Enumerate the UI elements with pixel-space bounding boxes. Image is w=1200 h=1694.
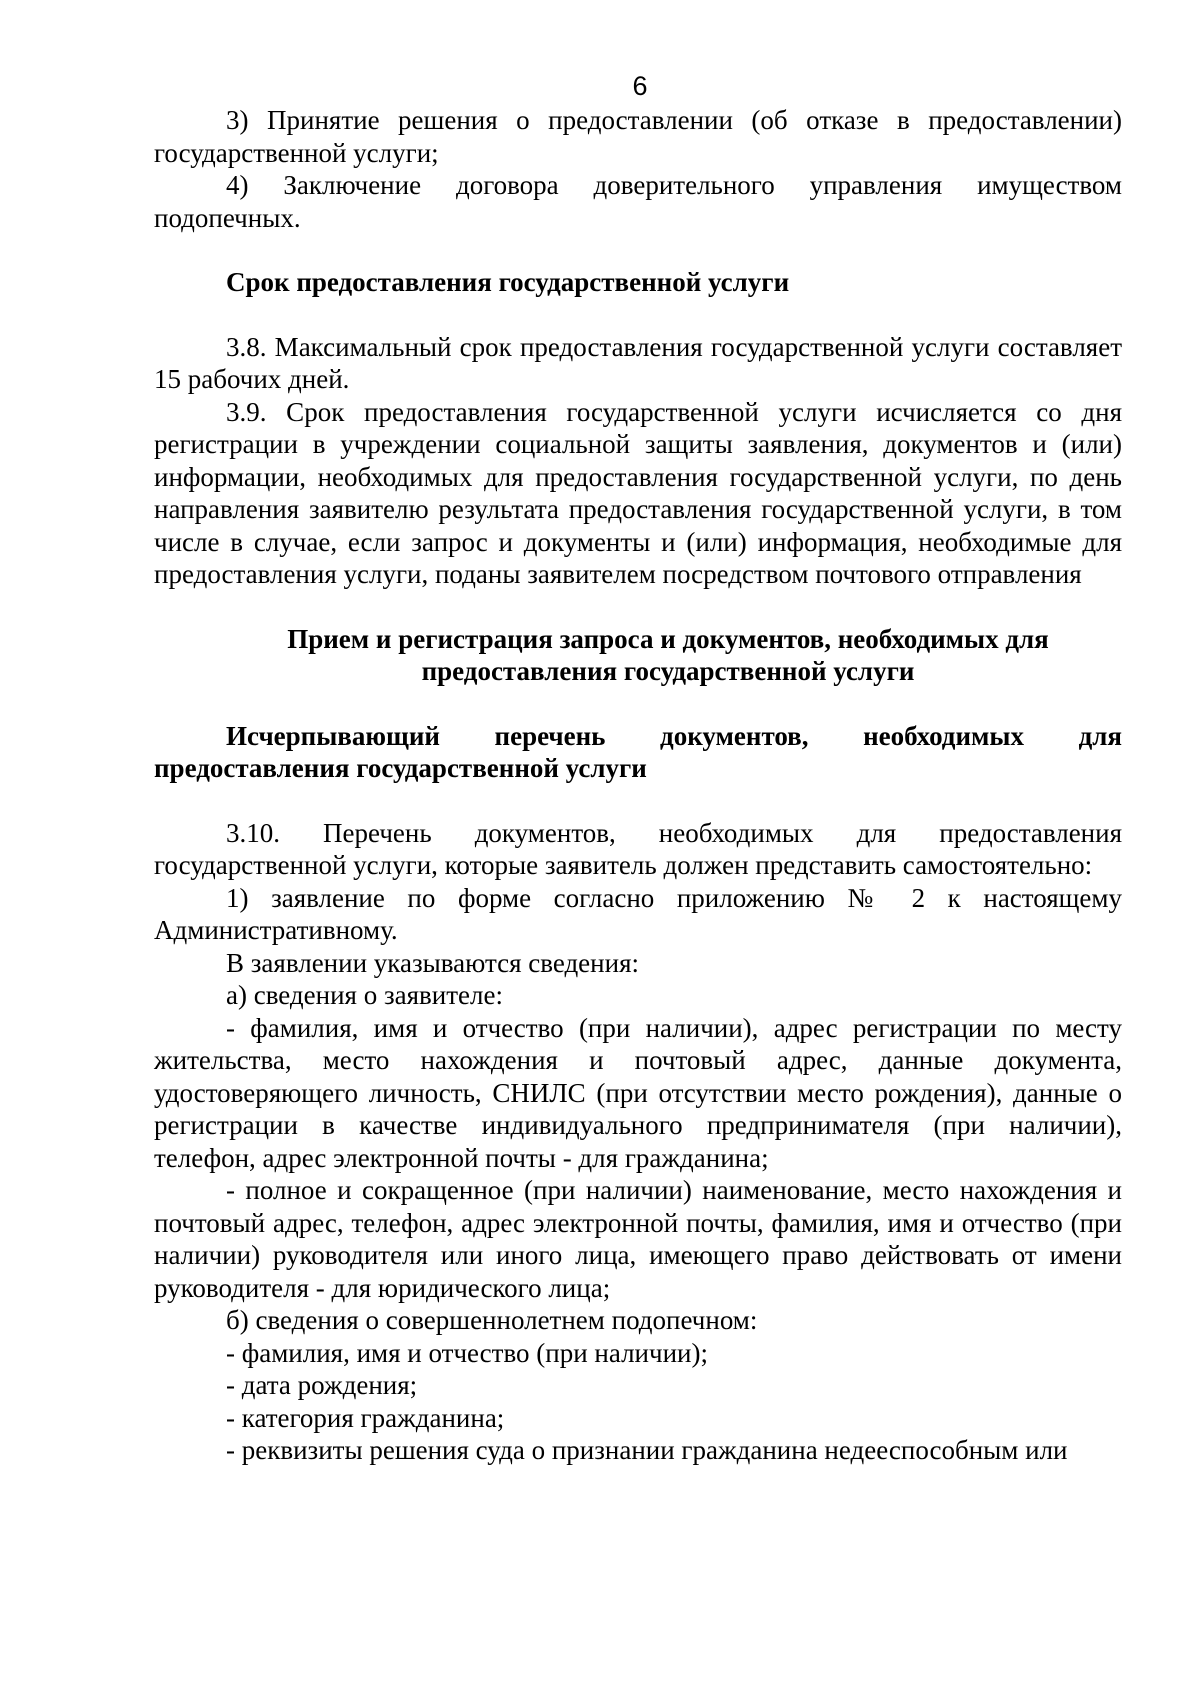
paragraph-citizen-details: - фамилия, имя и отчество (при наличии), адрес регистрации по месту жительства, место нахождения и почтовый адрес, данные документа, удостоверяющего личность, СНИЛС (при отсутствии место рождения), данные о регистрации в качестве индивидуального предпринимателя (при наличии), телефон, адрес электронной почты - для гражданина; xyxy=(154,1012,1122,1173)
paragraph-3-9: 3.9. Срок предоставления государственной услуги исчисляется со дня регистрации в учреждении социальной защиты заявления, документов и (или) информации, необходимых для предоставления государственной услуги, по день направления заявителю результата предоставления государственной услуги, в том числе в случае, если запрос и документы и (или) информация, необходимые для предоставления услуги, поданы заявителем посредством почтового отправления xyxy=(154,396,1122,589)
document-body xyxy=(154,104,1122,1467)
spacer xyxy=(154,234,1122,266)
list-item-ward-birthdate: - дата рождения; xyxy=(226,1370,418,1400)
page-number: 6 xyxy=(632,71,648,101)
section-heading-perechen: Исчерпывающий перечень документов, необходимых для предоставления государственной услуги xyxy=(154,720,1122,783)
paragraph-application-info: В заявлении указываются сведения: xyxy=(226,947,639,978)
paragraph-ward-info: б) сведения о совершеннолетнем подопечном: xyxy=(226,1305,758,1335)
paragraph-item-3: 3) Принятие решения о предоставлении (об отказе в предоставлении) государственной услуги; xyxy=(154,105,1122,168)
paragraph-legal-entity-details: - полное и сокращенное (при наличии) наименование, место нахождения и почтовый адрес, телефон, адрес электронной почты, фамилия, имя и отчество (при наличии) руководителя или иного лица, имеющего право действовать от имени руководителя - для юридического лица; xyxy=(154,1175,1122,1303)
paragraph-item-4: 4) Заключение договора доверительного управления имуществом подопечных. xyxy=(154,170,1122,233)
spacer xyxy=(154,688,1122,720)
paragraph-3-8: 3.8. Максимальный срок предоставления государственной услуги составляет 15 рабочих дней. xyxy=(154,331,1122,394)
list-item-ward-category: - категория гражданина; xyxy=(226,1402,505,1433)
paragraph-applicant-info: а) сведения о заявителе: xyxy=(226,980,503,1010)
spacer xyxy=(154,785,1122,817)
paragraph-3-10: 3.10. Перечень документов, необходимых для предоставления государственной услуги, которые заявитель должен представить самостоятельно: xyxy=(154,817,1122,880)
section-heading-srok: Срок предоставления государственной услуги xyxy=(226,267,790,297)
spacer xyxy=(154,299,1122,331)
list-item-ward-name: - фамилия, имя и отчество (при наличии); xyxy=(226,1337,708,1368)
paragraph-application: 1) заявление по форме согласно приложению № 2 к настоящему Административному. xyxy=(154,882,1122,945)
spacer xyxy=(154,591,1122,623)
list-item-court-decision: - реквизиты решения суда о признании гражданина недееспособным или xyxy=(226,1435,1068,1465)
section-heading-priem: Прием и регистрация запроса и документов, необходимых для предоставления государственной услуги xyxy=(287,623,1049,686)
